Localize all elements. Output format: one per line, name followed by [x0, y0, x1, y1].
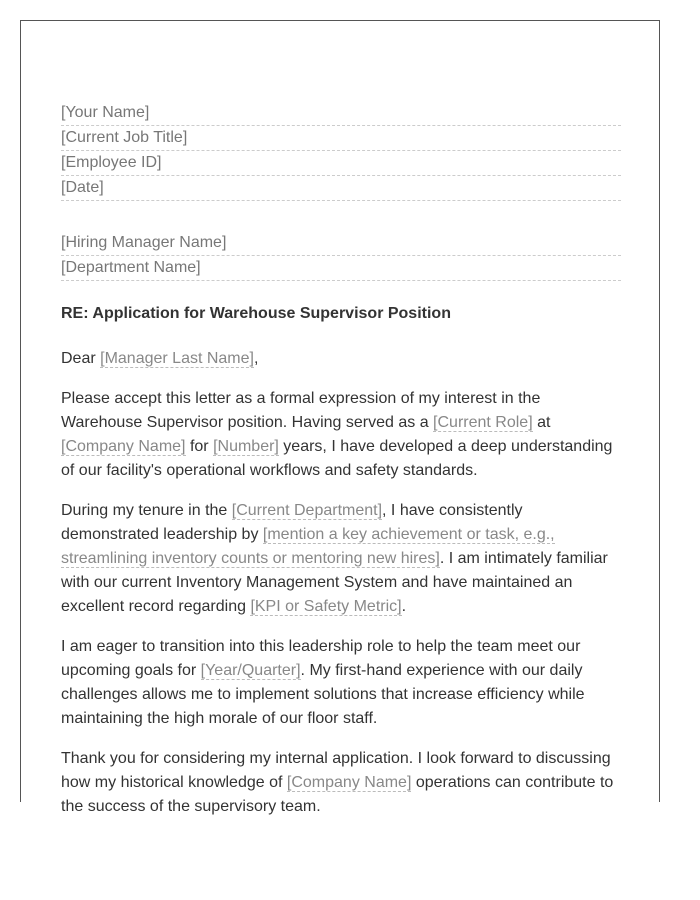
p4-text-1: Thank you for considering my internal application. I look forward to discussing how my historical knowledge of — [61, 750, 611, 791]
achievement-placeholder[interactable]: [mention a key achievement or task, e.g., streamlining inventory counts or mentoring new hires] — [61, 526, 555, 567]
p1-text-3: for — [185, 438, 214, 455]
company-name-placeholder[interactable]: [Company Name] — [61, 438, 186, 455]
p2-text-1: During my tenure in the — [61, 502, 232, 519]
year-quarter-placeholder[interactable]: [Year/Quarter] — [200, 662, 301, 679]
p3-text-2: . My first-hand experience with our daily challenges allows me to implement solutions that increase efficiency while maintaining the high morale of our floor staff. — [61, 662, 585, 727]
p1-text-1: Please accept this letter as a formal expression of my interest in the Warehouse Supervisor position. Having served as a — [61, 390, 541, 431]
recipient-block — [61, 231, 621, 281]
p2-text-4: . — [401, 598, 407, 615]
greeting-prefix: Dear — [61, 350, 101, 367]
p1-text-4: years, I have developed a deep understanding of our facility's operational workflows and safety standards. — [61, 438, 613, 479]
block-spacer — [61, 201, 621, 231]
metric-placeholder[interactable]: [KPI or Safety Metric] — [250, 598, 402, 615]
paragraph-goals — [61, 635, 621, 731]
letter-content — [61, 101, 621, 819]
paragraph-interest — [61, 387, 621, 483]
sender-name-field[interactable]: [Your Name] — [61, 101, 621, 126]
paragraph-tenure — [61, 499, 621, 619]
current-department-placeholder[interactable]: [Current Department] — [231, 502, 383, 519]
letter-greeting — [61, 347, 621, 371]
p4-text-2: operations can contribute to the success of the supervisory team. — [61, 774, 614, 815]
company-name-placeholder-2[interactable]: [Company Name] — [286, 774, 412, 791]
p2-text-3: . I am intimately familiar with our current Inventory Management System and have maintained an excellent record regarding — [61, 550, 608, 615]
letter-page — [20, 20, 660, 815]
sender-employee-id-field[interactable]: [Employee ID] — [61, 151, 621, 176]
sender-date-field[interactable]: [Date] — [61, 176, 621, 201]
paragraph-closing — [61, 747, 621, 819]
sender-block — [61, 101, 621, 201]
recipient-manager-name-field[interactable]: [Hiring Manager Name] — [61, 231, 621, 256]
years-number-placeholder[interactable]: [Number] — [213, 438, 279, 455]
p3-text-1: I am eager to transition into this leadership role to help the team meet our upcoming goals for — [61, 638, 581, 679]
p1-text-2: at — [532, 414, 551, 431]
p2-text-2: , I have consistently demonstrated leadership by — [61, 502, 523, 543]
current-role-placeholder[interactable]: [Current Role] — [433, 414, 533, 431]
greeting-suffix: , — [253, 350, 259, 367]
letter-subject: RE: Application for Warehouse Supervisor Position — [61, 305, 451, 322]
sender-job-title-field[interactable]: [Current Job Title] — [61, 126, 621, 151]
recipient-department-field[interactable]: [Department Name] — [61, 256, 621, 281]
manager-last-name-placeholder[interactable]: [Manager Last Name] — [100, 350, 254, 367]
